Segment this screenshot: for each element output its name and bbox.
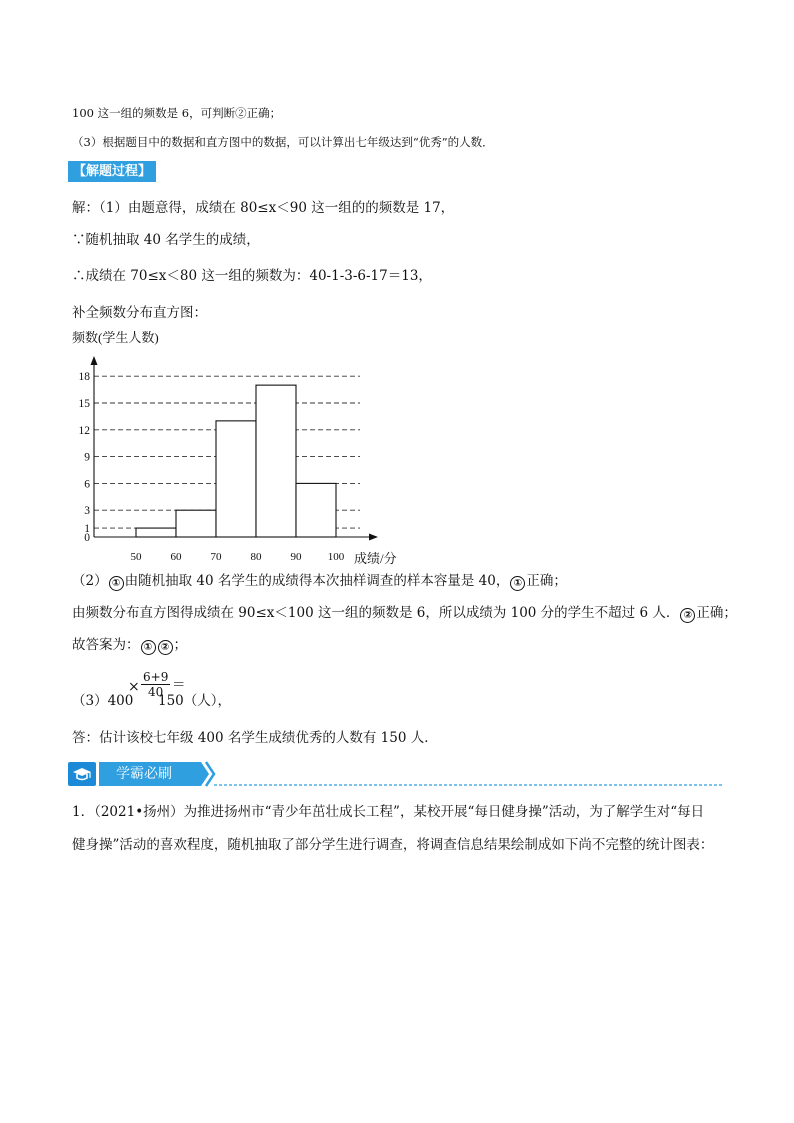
part2-line-1: （2） ① 由随机抽取 40 名学生的成绩得本次抽样调查的样本容量是 40， ① 正确； [72, 573, 567, 589]
solution-line-2: （3）根据题目中的数据和直方图中的数据，可以计算出七年级达到“优秀”的人数． [72, 135, 494, 149]
problem-1-line-2: 健身操”活动的喜欢程度，随机抽取了部分学生进行调查，将调查信息结果绘制成如下尚不完整的统计图表： [72, 837, 714, 853]
histogram-bar [176, 510, 216, 537]
problem-1-line-1: 1．（2021•扬州）为推进扬州市“青少年茁壮成长工程”，某校开展“每日健身操”活动，为了解学生对“每日 [72, 804, 705, 820]
solution-line-6: 补全频数分布直方图： [72, 305, 207, 321]
x-tick-label: 70 [210, 551, 222, 563]
solution-line-4: ∵随机抽取 40 名学生的成绩， [72, 232, 260, 248]
circled-2: ② [680, 608, 695, 623]
circled-1: ① [141, 640, 156, 655]
y-tick-label: 15 [78, 398, 90, 410]
fraction-denominator: 40 [148, 685, 164, 699]
part3-prefix: （3）400 [72, 693, 134, 709]
section-banner [68, 760, 722, 788]
x-tick-label: 80 [250, 551, 262, 563]
x-tick-label: 90 [290, 551, 302, 563]
x-tick-label: 60 [170, 551, 182, 563]
banner-title: 学霸必刷 [116, 766, 172, 782]
times-sign: × [128, 679, 140, 695]
part2-line-2: 由频数分布直方图得成绩在 90≤x＜100 这一组的频数是 6，所以成绩为 100 分的学生不超过 6 人． ② 正确； [72, 605, 737, 621]
x-tick-label: 100 [327, 551, 345, 563]
circled-2: ② [158, 640, 173, 655]
histogram-bar [256, 385, 296, 537]
circled-1: ① [109, 576, 124, 591]
frequency-histogram [64, 330, 414, 566]
histogram-bar [216, 421, 256, 537]
fraction-numerator: 6+9 [143, 670, 169, 684]
y-tick-label: 0 [84, 532, 90, 544]
x-tick-label: 50 [130, 551, 142, 563]
solution-process-tag: 【解题过程】 [68, 161, 156, 182]
y-tick-label: 6 [84, 478, 90, 491]
circled-1: ① [510, 576, 525, 591]
y-tick-label: 12 [78, 424, 90, 437]
x-axis-title: 成绩/分 [354, 551, 397, 566]
x-axis-arrow [369, 534, 378, 541]
y-tick-label: 9 [84, 451, 90, 464]
solution-line-5: ∴成绩在 70≤x＜80 这一组的频数为：40-1-3-6-17＝13， [72, 268, 432, 284]
y-tick-label: 18 [78, 371, 90, 384]
part3-result: 150（人）， [158, 693, 232, 709]
part2-answer: 故答案为： ① ② ； [72, 637, 187, 653]
y-axis-title: 频数(学生人数) [72, 330, 159, 345]
equals-sign: ＝ [172, 677, 186, 693]
y-tick-label: 1 [84, 523, 90, 536]
y-axis-arrow [91, 356, 98, 365]
histogram-bar [136, 528, 176, 537]
solution-line-3: 解：（1）由题意得，成绩在 80≤x＜90 这一组的的频数是 17， [72, 200, 455, 216]
final-answer: 答：估计该校七年级 400 名学生成绩优秀的人数有 150 人． [72, 730, 438, 746]
y-tick-label: 3 [84, 505, 90, 518]
solution-line-1: 100 这一组的频数是 6，可判断②正确； [72, 106, 282, 120]
histogram-bar [296, 483, 336, 537]
